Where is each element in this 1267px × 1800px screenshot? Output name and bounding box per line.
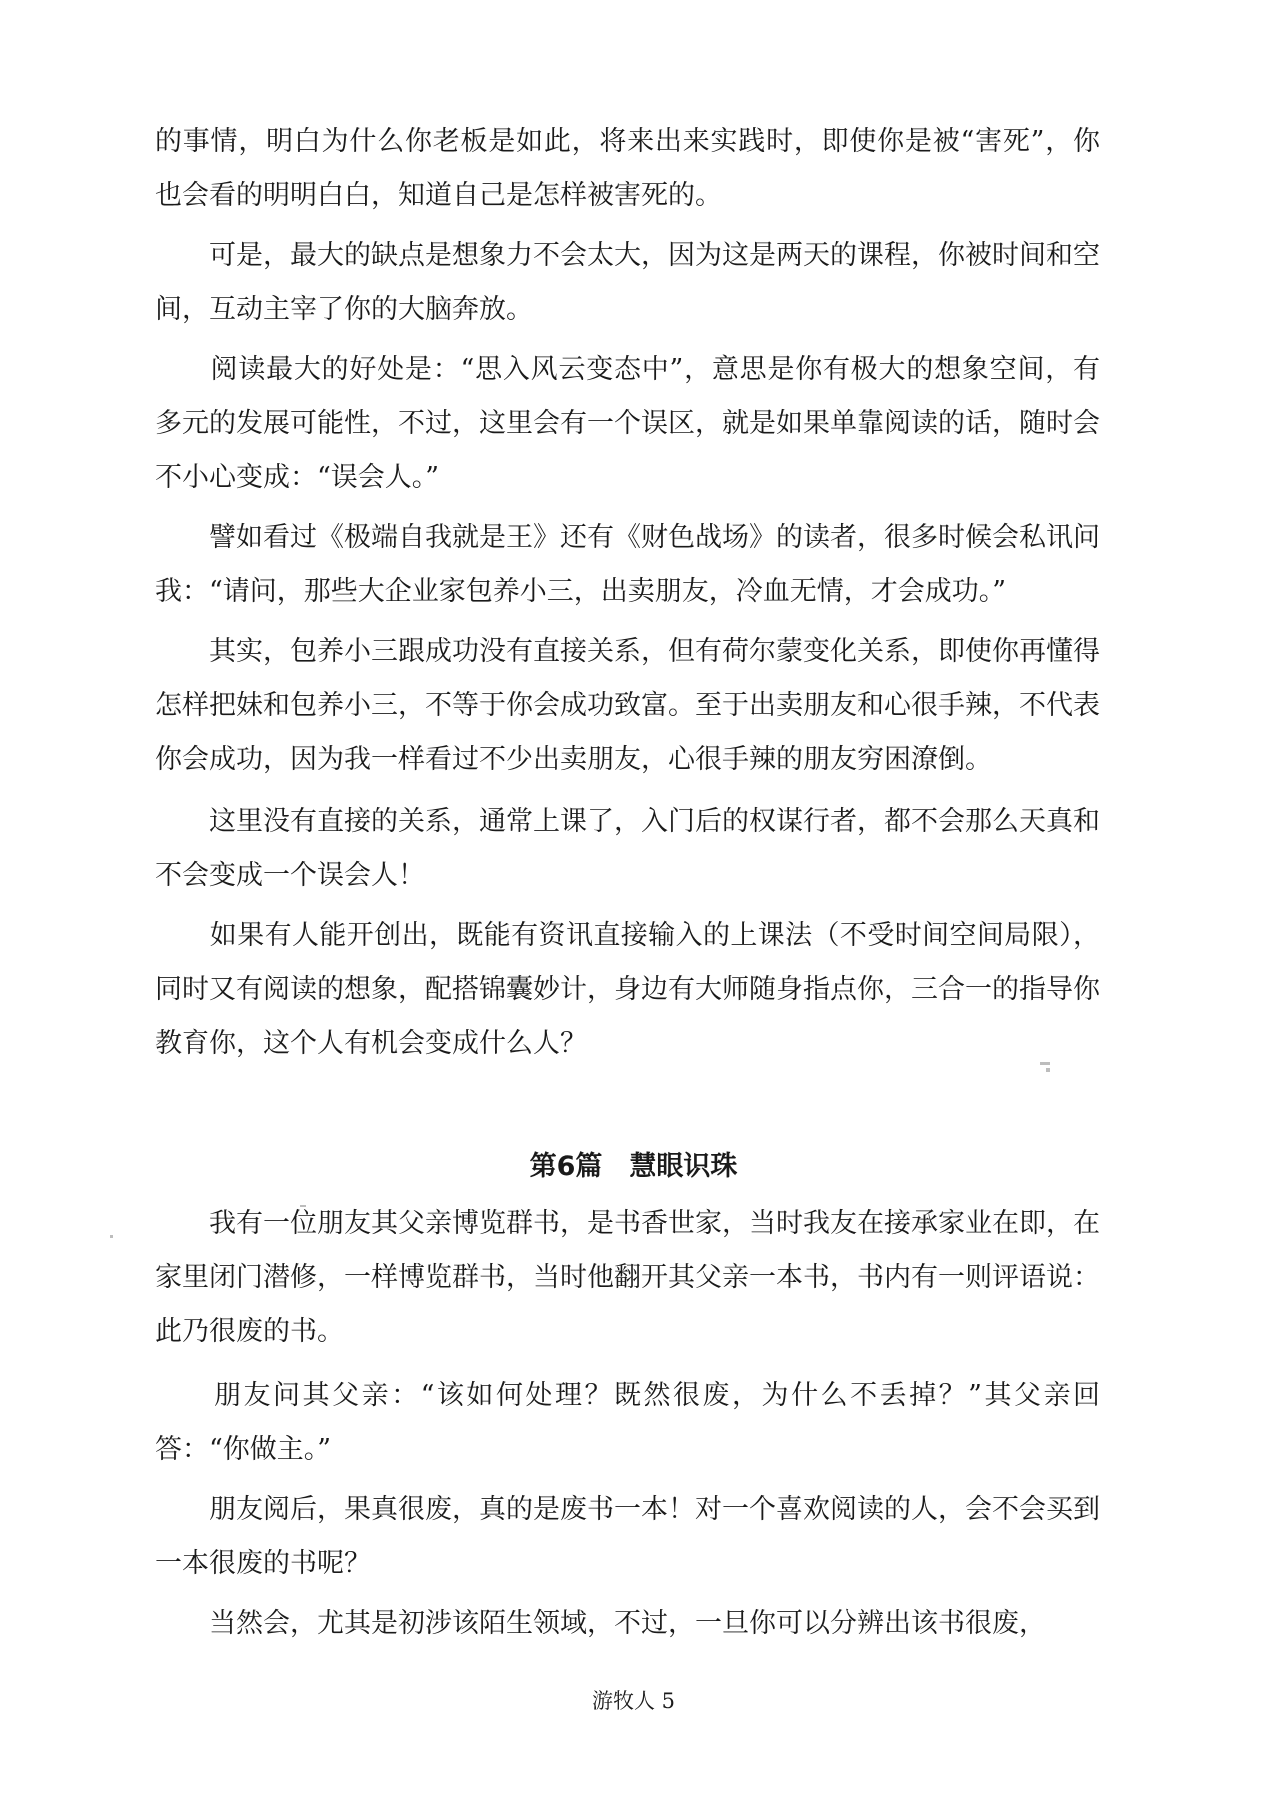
section-paragraph-3: 朋友阅后，果真很废，真的是废书一本！对一个喜欢阅读的人，会不会买到一本很废的书呢？ xyxy=(155,1494,1100,1579)
scan-speck xyxy=(1046,1068,1050,1072)
section-paragraph-2: 朋友问其父亲：“该如何处理？既然很废，为什么不丢掉？”其父亲回答：“你做主。” xyxy=(155,1380,1100,1465)
section-heading: 第6篇 慧眼识珠 xyxy=(529,1151,738,1182)
page-footer: 游牧人 5 xyxy=(591,1689,676,1713)
scan-speck xyxy=(300,1205,306,1207)
scan-speck xyxy=(1040,1062,1050,1065)
scan-speck xyxy=(110,1235,113,1238)
paragraph-5: 其实，包养小三跟成功没有直接关系，但有荷尔蒙变化关系，即使你再懂得怎样把妹和包养小三，不等于你会成功致富。至于出卖朋友和心很手辣，不代表你会成功，因为我一样看过不少出卖朋友，心很手辣的朋友穷困潦倒。 xyxy=(155,636,1100,775)
paragraph-1: 的事情，明白为什么你老板是如此，将来出来实践时，即使你是被“害死”，你也会看的明明白白，知道自己是怎样被害死的。 xyxy=(155,126,1100,211)
section-paragraph-4: 当然会，尤其是初涉该陌生领域，不过，一旦你可以分辨出该书很废， xyxy=(155,1608,1046,1639)
paragraph-3: 阅读最大的好处是：“思入风云变态中”，意思是你有极大的想象空间，有多元的发展可能性，不过，这里会有一个误区，就是如果单靠阅读的话，随时会不小心变成：“误会人。” xyxy=(155,354,1100,493)
paragraph-4: 譬如看过《极端自我就是王》还有《财色战场》的读者，很多时候会私讯问我：“请问，那些大企业家包养小三，出卖朋友，冷血无情，才会成功。” xyxy=(155,522,1100,607)
paragraph-2: 可是，最大的缺点是想象力不会太大，因为这是两天的课程，你被时间和空间，互动主宰了你的大脑奔放。 xyxy=(155,240,1100,325)
paragraph-6: 这里没有直接的关系，通常上课了，入门后的权谋行者，都不会那么天真和不会变成一个误会人！ xyxy=(155,806,1100,891)
paragraph-7: 如果有人能开创出，既能有资讯直接输入的上课法（不受时间空间局限），同时又有阅读的想象，配搭锦囊妙计，身边有大师随身指点你，三合一的指导你教育你，这个人有机会变成什么人？ xyxy=(155,920,1100,1059)
section-paragraph-1: 我有一位朋友其父亲博览群书，是书香世家，当时我友在接承家业在即，在家里闭门潜修，一样博览群书，当时他翻开其父亲一本书，书内有一则评语说：此乃很废的书。 xyxy=(155,1208,1100,1347)
